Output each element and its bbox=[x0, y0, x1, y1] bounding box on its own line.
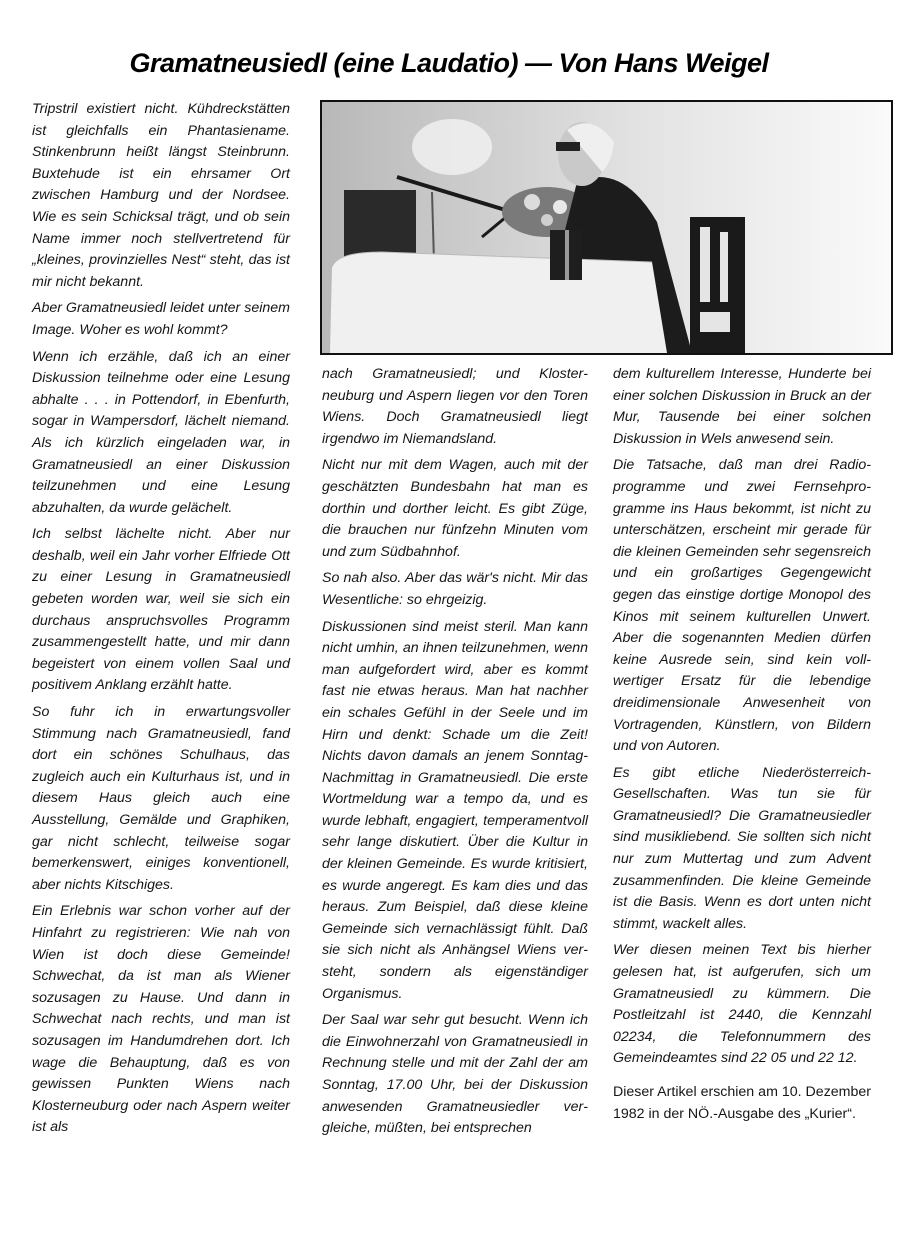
paragraph: Wer diesen meinen Text bis hierher gelesen hat, ist aufgerufen, sich um Gramatneusiedl zu kümmern. Die Postleitzahl ist 2440, die Kennzahl 02234, die Telefonnummern des Gemeindeamtes sind 22 05 und 22 12. bbox=[613, 942, 871, 1067]
text-column-1 bbox=[32, 99, 290, 1144]
text-column-3 bbox=[613, 364, 871, 1130]
paragraph: Der Saal war sehr gut besucht. Wenn ich die Einwohnerzahl von Gramatneusiedl in Rechnung stelle und mit der Zahl der am Sonntag, 17.00 Uhr, bei der Diskussion anwesenden Gramatneusiedler vergleiche, müßten, bei entsprechen bbox=[322, 1012, 588, 1137]
paragraph: Die Tatsache, daß man drei Radioprogramme und zwei Fernsehprogramme ins Haus bekommt, ist nicht zu unterschätzen, erscheint mir gerade für die kleinen Gemeinden sehr segensreich und ein großartiges Gegengewicht gegen das einstige dortige Monopol des Kinos mit seinem kulturellen Unwert. Aber die sogenannten Medien dürfen keine Ausrede sein, sind kein vollwertiger Ersatz für die lebendige dreidimensionale Anwesenheit von Vortragenden, Künstlern, von Bildern und von Autoren. bbox=[613, 457, 871, 755]
paragraph: Wenn ich erzähle, daß ich an einer Diskussion teilnehme oder eine Lesung abhalte . . . in Pottendorf, in Ebenfurth, sogar in Wampersdorf, lächelt niemand. Als ich kürzlich eingeladen war, in Gramatneusiedl an einer Diskussion teilzunehmen und eine Lesung abzuhalten, da wurde gelächelt. bbox=[32, 348, 290, 516]
text-column-2 bbox=[322, 364, 588, 1145]
paragraph: Tripstril existiert nicht. Kühdreckstätten ist gleichfalls ein Phantasiename. Stinkenbrunn heißt längst Steinbrunn. Buxtehude ist ein ehrsamer Ort zwischen Hamburg und der Nordsee. Wie es sein Schicksal trägt, und ob sein Name immer noch stellvertretend für „kleines, provinzielles Nest“ steht, das ist mir nicht bekannt. bbox=[32, 101, 290, 290]
photo-portrait-icon bbox=[322, 102, 891, 353]
paragraph: Es gibt etliche Niederösterreich-Gesellschaften. Was tun sie für Gramatneusiedl? Die Gramatneusiedler sind musikliebend. Sie sollten sich nicht nur zum Muttertag und zum Advent zusammenfinden. Die kleine Gemeinde ist die Basis. Wenn es dort unten nicht stimmt, wackelt alles. bbox=[613, 764, 871, 932]
article-photo bbox=[320, 100, 893, 355]
paragraph: Ein Erlebnis war schon vorher auf der Hinfahrt zu registrieren: Wie nah von Wien ist doch diese Gemeinde! Schwechat, da ist man als Wiener sozusagen zu Hause. Und dann in Schwechat nach rechts, und man ist sozusagen im Handumdrehen dort. Ich wage die Behauptung, daß es von gewissen Punkten Wiens nach Klosterneuburg oder nach Aspern weiter ist als bbox=[32, 903, 290, 1136]
paragraph: So nah also. Aber das wär's nicht. Mir das Wesentliche: so ehrgeizig. bbox=[322, 570, 588, 608]
paragraph: nach Gramatneusiedl; und Klosterneuburg und Aspern liegen vor den Toren Wiens. Doch Gramatneusiedl liegt irgendwo im Niemandsland. bbox=[322, 366, 588, 447]
paragraph: dem kulturellem Interesse, Hunderte bei einer solchen Diskussion in Bruck an der Mur, Tausende bei einer solchen Diskussion in Wels anwesend sein. bbox=[613, 366, 871, 447]
paragraph: Aber Gramatneusiedl leidet unter seinem Image. Woher es wohl kommt? bbox=[32, 300, 290, 338]
paragraph: Diskussionen sind meist steril. Man kann nicht umhin, an ihnen teilzunehmen, wenn man aufgefordert wird, aber es kommt fast nie etwas heraus. Man hat nachher ein schales Gefühl in der Seele und im Hirn und denkt: Schade um die Zeit! Nichts davon damals an jenem Sonntag-Nachmittag in Gramatneusiedl. Die erste Wortmeldung war a tempo da, und es wurde lebhaft, engagiert, temperamentvoll sehr lange diskutiert. Über die Kultur in der kleinen Gemeinde. Es wurde kritisiert, es wurde angeregt. Es kam dies und das heraus. Zum Beispiel, daß diese kleine Gemeinde sich vernachlässigt fühlt. Daß sie sich nicht als Anhängsel Wiens versteht, sondern als eigenständiger Organismus. bbox=[322, 618, 588, 1002]
article-title: Gramatneusiedl (eine Laudatio) — Von Hans Weigel bbox=[129, 48, 769, 79]
paragraph: So fuhr ich in erwartungsvoller Stimmung nach Gramatneusiedl, fand dort ein schönes Schulhaus, das zugleich auch ein Kulturhaus ist, und in diesem Haus gleich auch eine Ausstellung, Gemälde und Graphiken, gar nicht schlecht, teilweise sogar bemerkenswert, einiges konventionell, aber nichts Kitschiges. bbox=[32, 704, 290, 893]
paragraph: Ich selbst lächelte nicht. Aber nur deshalb, weil ein Jahr vorher Elfriede Ott zu einer Lesung in Gramatneusiedl gebeten worden war, weil sie sich ein durchaus anspruchsvolles Programm zusammengestellt hatte, und mir dann begeistert von einem vollen Saal und positivem Anklang erzählt hatte. bbox=[32, 526, 290, 694]
paragraph: Nicht nur mit dem Wagen, auch mit der geschätzten Bundesbahn hat man es dorthin und dorther leicht. Es gibt Züge, die brauchen nur fünfzehn Minuten vom und zum Südbahnhof. bbox=[322, 457, 588, 560]
publication-note: Dieser Artikel erschien am 10. Dezember 1982 in der NÖ.-Ausgabe des „Kurier“. bbox=[613, 1084, 871, 1122]
